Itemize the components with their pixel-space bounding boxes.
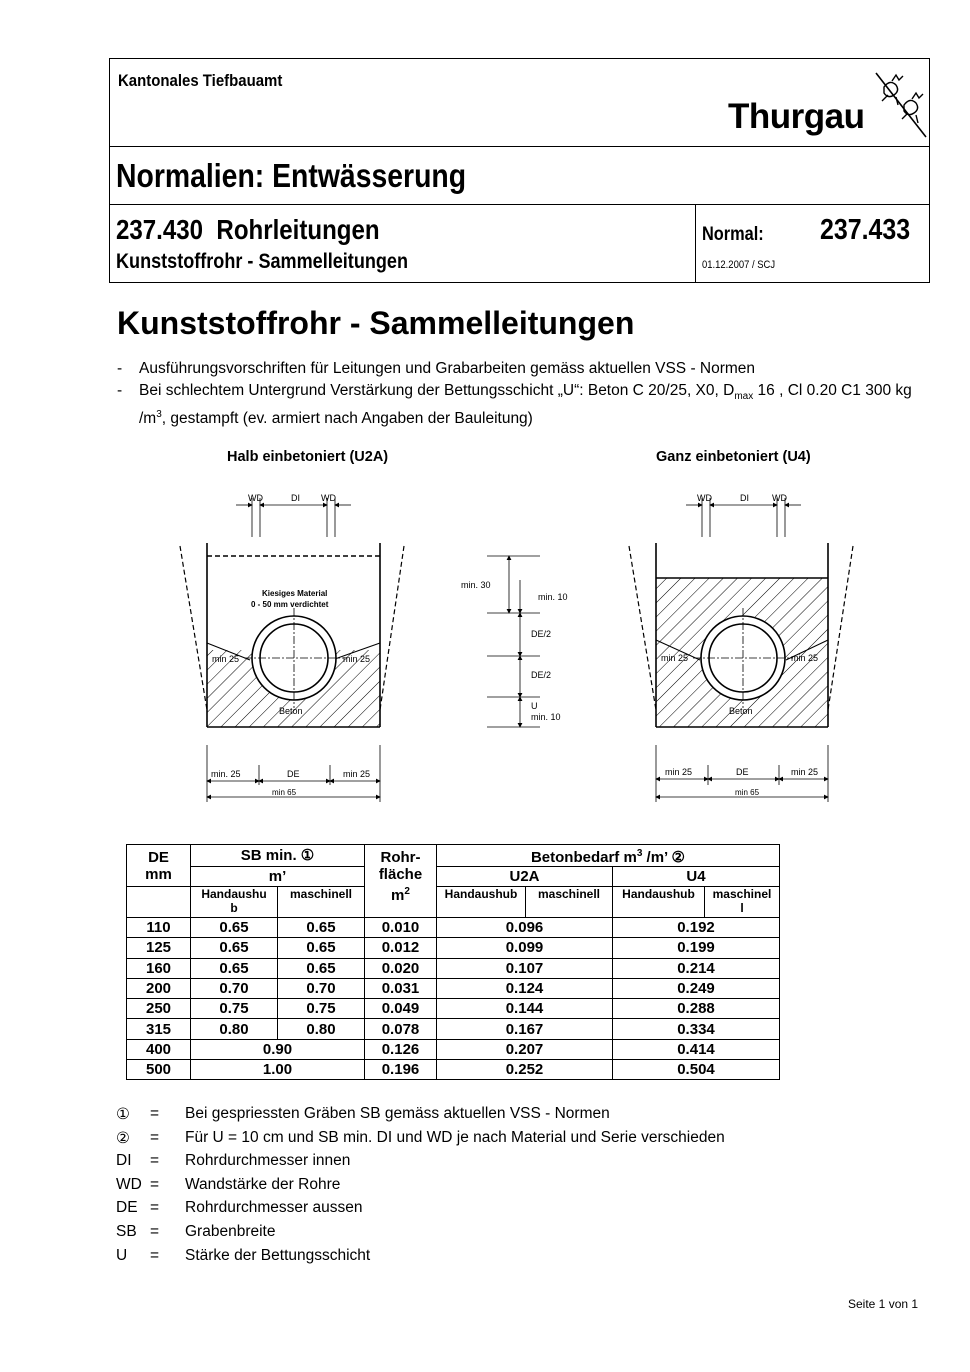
legend-description: Rohrdurchmesser aussen — [185, 1199, 363, 1217]
header-handaushub: Handaushub — [437, 887, 526, 918]
label-de: DE — [287, 769, 300, 779]
table-row — [127, 978, 780, 998]
cell-sb-hand: 0.65 — [191, 958, 278, 978]
pipe-dimension-table — [126, 844, 780, 1080]
label-min25: min 25 — [661, 653, 689, 663]
label-min30: min. 30 — [461, 580, 491, 590]
legend-equals: = — [150, 1246, 160, 1264]
cell-sb-hand: 0.65 — [191, 938, 278, 958]
legend-equals: = — [150, 1222, 160, 1240]
cell-u2a: 0.144 — [437, 999, 613, 1019]
header-empty — [127, 887, 191, 918]
bullet-dash: - — [117, 382, 123, 399]
label-wd: WD — [697, 493, 712, 503]
cell-u4: 0.288 — [613, 999, 780, 1019]
legend-symbol: ① — [116, 1106, 130, 1123]
label-min25: min 25 — [665, 767, 693, 777]
cell-sb-masch: 0.70 — [278, 978, 365, 998]
header-de: DE mm — [127, 845, 191, 887]
cell-sb-hand: 0.65 — [191, 918, 278, 938]
table-row — [127, 1019, 780, 1039]
label-beton: Beton — [729, 706, 753, 716]
thurgau-logo-text: Thurgau — [728, 97, 865, 136]
bullet-item — [117, 360, 917, 378]
legend-description: Grabenbreite — [185, 1222, 276, 1240]
table-row — [127, 958, 780, 978]
cell-u2a: 0.124 — [437, 978, 613, 998]
department-name: Kantonales Tiefbauamt — [118, 71, 283, 90]
u2a-section — [180, 498, 404, 802]
cell-sb-hand: 0.70 — [191, 978, 278, 998]
page-number: Seite 1 von 1 — [848, 1297, 919, 1311]
cell-u4: 0.214 — [613, 958, 780, 978]
bullet-text: Ausführungsvorschriften für Leitungen und Grabarbeiten gemäss aktuellen VSS - Normen — [139, 360, 756, 377]
cell-sb-hand: 0.80 — [191, 1019, 278, 1039]
legend-symbol: WD — [116, 1175, 142, 1193]
document-title: Normalien: Entwässerung — [116, 157, 467, 194]
table-row — [127, 938, 780, 958]
header-maschinell: maschinell — [278, 887, 365, 918]
label-kiesig: Kiesiges Material — [262, 589, 328, 598]
diagram-left-title: Halb einbetoniert (U2A) — [227, 449, 389, 465]
cell-sb: 0.90 — [191, 1039, 365, 1059]
section-subtitle: Kunststoffrohr - Sammelleitungen — [116, 250, 408, 273]
header-divider — [695, 204, 696, 282]
header-maschinell: maschinel l — [705, 887, 780, 918]
header-box — [109, 58, 930, 283]
legend-equals: = — [150, 1175, 160, 1193]
table-row — [127, 918, 780, 938]
header-u2a: U2A — [437, 867, 613, 887]
cell-rohrflaeche: 0.049 — [365, 999, 437, 1019]
legend-symbol: DI — [116, 1152, 132, 1170]
cell-rohrflaeche: 0.196 — [365, 1060, 437, 1080]
header-handaushub: Handaushu b — [191, 887, 278, 918]
cell-de: 250 — [127, 999, 191, 1019]
cell-sb-masch: 0.65 — [278, 938, 365, 958]
label-wd: WD — [321, 493, 336, 503]
label-min25: min. 25 — [211, 769, 241, 779]
cell-sb-masch: 0.65 — [278, 918, 365, 938]
cell-u2a: 0.167 — [437, 1019, 613, 1039]
label-di: DI — [291, 493, 300, 503]
cell-rohrflaeche: 0.031 — [365, 978, 437, 998]
section-title: 237.430 Rohrleitungen — [116, 214, 380, 245]
bullet-text: 16 , Cl 0.20 C1 300 kg /m — [139, 382, 912, 428]
header-divider — [110, 204, 929, 205]
header-sb: SB min. ① — [191, 845, 365, 867]
cell-sb-masch: 0.65 — [278, 958, 365, 978]
bullet-dash: - — [117, 360, 123, 377]
cell-de: 125 — [127, 938, 191, 958]
cell-sb-masch: 0.75 — [278, 999, 365, 1019]
cell-u4: 0.249 — [613, 978, 780, 998]
cell-u2a: 0.099 — [437, 938, 613, 958]
table-row — [127, 1060, 780, 1080]
table-row — [127, 999, 780, 1019]
table-row — [127, 1039, 780, 1059]
thurgau-lions-icon — [870, 67, 930, 139]
cell-u2a: 0.252 — [437, 1060, 613, 1080]
legend-equals: = — [150, 1128, 160, 1146]
label-wd: WD — [248, 493, 263, 503]
label-min65: min 65 — [735, 788, 760, 797]
legend-equals: = — [150, 1152, 160, 1170]
label-min25: min 25 — [212, 654, 240, 664]
label-min10: min. 10 — [538, 592, 568, 602]
bullet-list — [117, 360, 917, 432]
header-divider — [110, 146, 929, 147]
cell-de: 500 — [127, 1060, 191, 1080]
label-u: U — [531, 701, 538, 711]
cell-de: 400 — [127, 1039, 191, 1059]
bullet-item — [117, 382, 929, 428]
header-betonbedarf: Betonbedarf $m^3$ /m’ ② — [437, 845, 780, 867]
legend-description: Stärke der Bettungsschicht — [185, 1246, 371, 1264]
label-min25: min 25 — [343, 654, 371, 664]
label-wd: WD — [772, 493, 787, 503]
cell-u4: 0.192 — [613, 918, 780, 938]
diagram-right-title: Ganz einbetoniert (U4) — [656, 449, 811, 465]
cell-rohrflaeche: 0.010 — [365, 918, 437, 938]
bullet-subscript: max — [734, 391, 754, 403]
label-min25: min 25 — [343, 769, 371, 779]
bullet-text: , gestampft (ev. armiert nach Angaben der Bauleitung) — [161, 410, 533, 428]
cell-rohrflaeche: 0.078 — [365, 1019, 437, 1039]
cell-rohrflaeche: 0.012 — [365, 938, 437, 958]
legend-description: Wandstärke der Rohre — [185, 1175, 341, 1193]
cell-u2a: 0.096 — [437, 918, 613, 938]
legend-equals: = — [150, 1199, 160, 1217]
label-de2: DE/2 — [531, 629, 552, 639]
bullet-superscript: 3 — [156, 409, 162, 421]
legend-symbol: DE — [116, 1199, 138, 1217]
trench-diagram — [0, 480, 970, 810]
date-author: 01.12.2007 / SCJ — [702, 259, 776, 271]
u4-section — [629, 498, 853, 802]
header-rohrflaeche: Rohr- fläche $m^2$ — [365, 845, 437, 918]
label-beton: Beton — [279, 706, 303, 716]
label-min65: min 65 — [272, 788, 297, 797]
legend-description: Rohrdurchmesser innen — [185, 1152, 351, 1170]
cell-de: 315 — [127, 1019, 191, 1039]
legend-description: Bei gespriessten Gräben SB gemäss aktuellen VSS - Normen — [185, 1105, 610, 1122]
cell-de: 110 — [127, 918, 191, 938]
cell-u4: 0.334 — [613, 1019, 780, 1039]
cell-u4: 0.199 — [613, 938, 780, 958]
legend-symbol: SB — [116, 1222, 137, 1240]
header-maschinell: maschinell — [526, 887, 613, 918]
cell-de: 200 — [127, 978, 191, 998]
bullet-text: Bei schlechtem Untergrund Verstärkung der Bettungsschicht „U“: Beton C 20/25, X0, D — [139, 382, 735, 399]
cell-rohrflaeche: 0.126 — [365, 1039, 437, 1059]
label-di: DI — [740, 493, 749, 503]
legend-description: Für U = 10 cm und SB min. DI und WD je nach Material und Serie verschieden — [185, 1128, 725, 1146]
legend-symbol: ② — [116, 1129, 130, 1147]
cell-sb-masch: 0.80 — [278, 1019, 365, 1039]
cell-u4: 0.504 — [613, 1060, 780, 1080]
normal-label: Normal: — [702, 224, 764, 245]
cell-sb: 1.00 — [191, 1060, 365, 1080]
legend-equals: = — [150, 1105, 160, 1122]
cell-u2a: 0.207 — [437, 1039, 613, 1059]
normal-number: 237.433 — [820, 214, 911, 246]
cell-sb-hand: 0.75 — [191, 999, 278, 1019]
label-min10: min. 10 — [531, 712, 561, 722]
label-min25: min 25 — [791, 767, 819, 777]
label-de2: DE/2 — [531, 670, 552, 680]
legend-symbol: U — [116, 1246, 128, 1264]
label-de: DE — [736, 767, 749, 777]
cell-de: 160 — [127, 958, 191, 978]
cell-u2a: 0.107 — [437, 958, 613, 978]
main-title: Kunststoffrohr - Sammelleitungen — [117, 305, 635, 341]
cell-u4: 0.414 — [613, 1039, 780, 1059]
label-min25: min 25 — [791, 653, 819, 663]
header-handaushub: Handaushub — [613, 887, 705, 918]
header-u4: U4 — [613, 867, 780, 887]
cell-rohrflaeche: 0.020 — [365, 958, 437, 978]
header-sb-unit: m’ — [191, 867, 365, 887]
label-kiesig-range: 0 - 50 mm verdichtet — [251, 600, 329, 609]
